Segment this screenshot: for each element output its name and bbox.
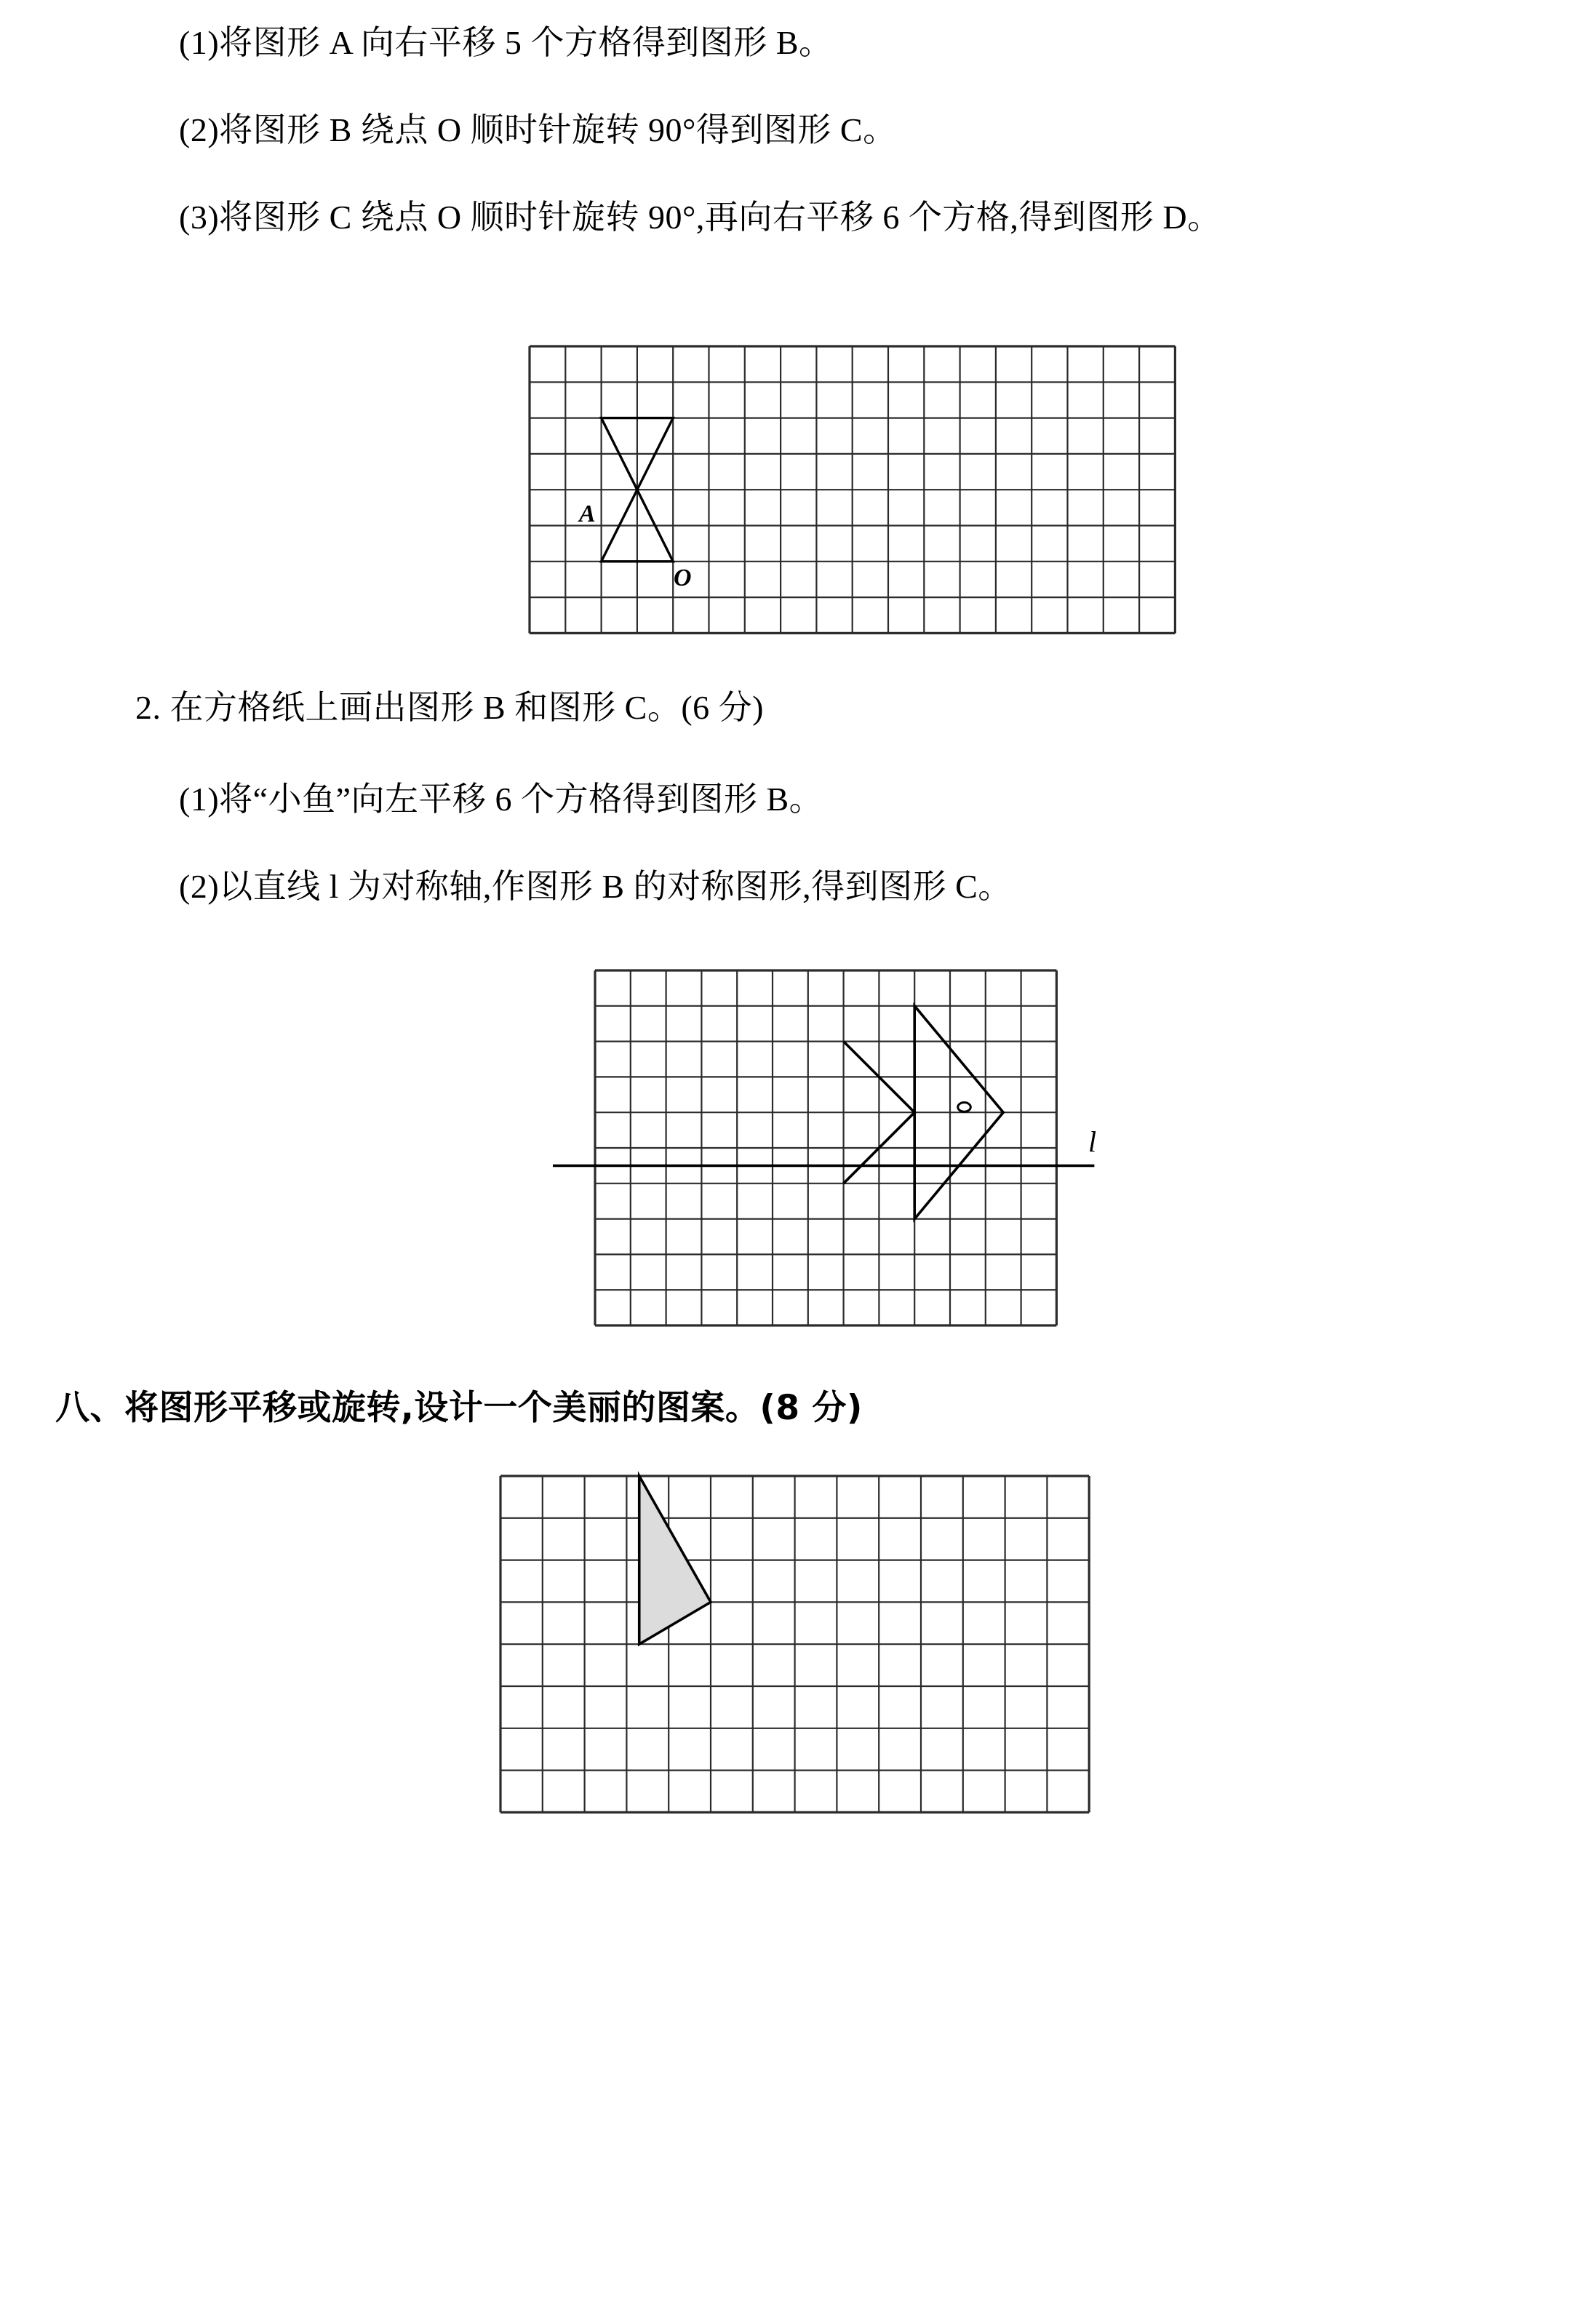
fish-eye (958, 1103, 971, 1112)
fish-grid-figure (595, 970, 1097, 1330)
question-1-item-1: (1)将图形 A 向右平移 5 个方格得到图形 B。 (179, 24, 833, 61)
section-8-heading: 八、将图形平移或旋转,设计一个美丽的图案。(8 分) (55, 1388, 863, 1428)
question-2-item-1: (1)将“小鱼”向左平移 6 个方格得到图形 B。 (179, 781, 823, 818)
question-2-stem: 2. 在方格纸上画出图形 B 和图形 C。(6 分) (135, 689, 764, 726)
question-1-item-3: (3)将图形 C 绕点 O 顺时针旋转 90°,再向右平移 6 个方格,得到图形 D。 (179, 199, 1221, 236)
bowtie-grid-figure (530, 346, 1179, 637)
grid2-axis-label-l: l (1088, 1125, 1097, 1158)
question-1-item-2: (2)将图形 B 绕点 O 顺时针旋转 90°得到图形 C。 (179, 111, 897, 148)
question-2-item-2: (2)以直线 l 为对称轴,作图形 B 的对称图形,得到图形 C。 (179, 868, 1012, 905)
grid-lines (530, 346, 1175, 633)
grid-lines (595, 970, 1056, 1325)
pattern-grid-figure (500, 1476, 1093, 1816)
grid-lines (500, 1476, 1089, 1812)
grid1-label-O: O (674, 564, 692, 591)
grid1-label-A: A (579, 500, 596, 527)
